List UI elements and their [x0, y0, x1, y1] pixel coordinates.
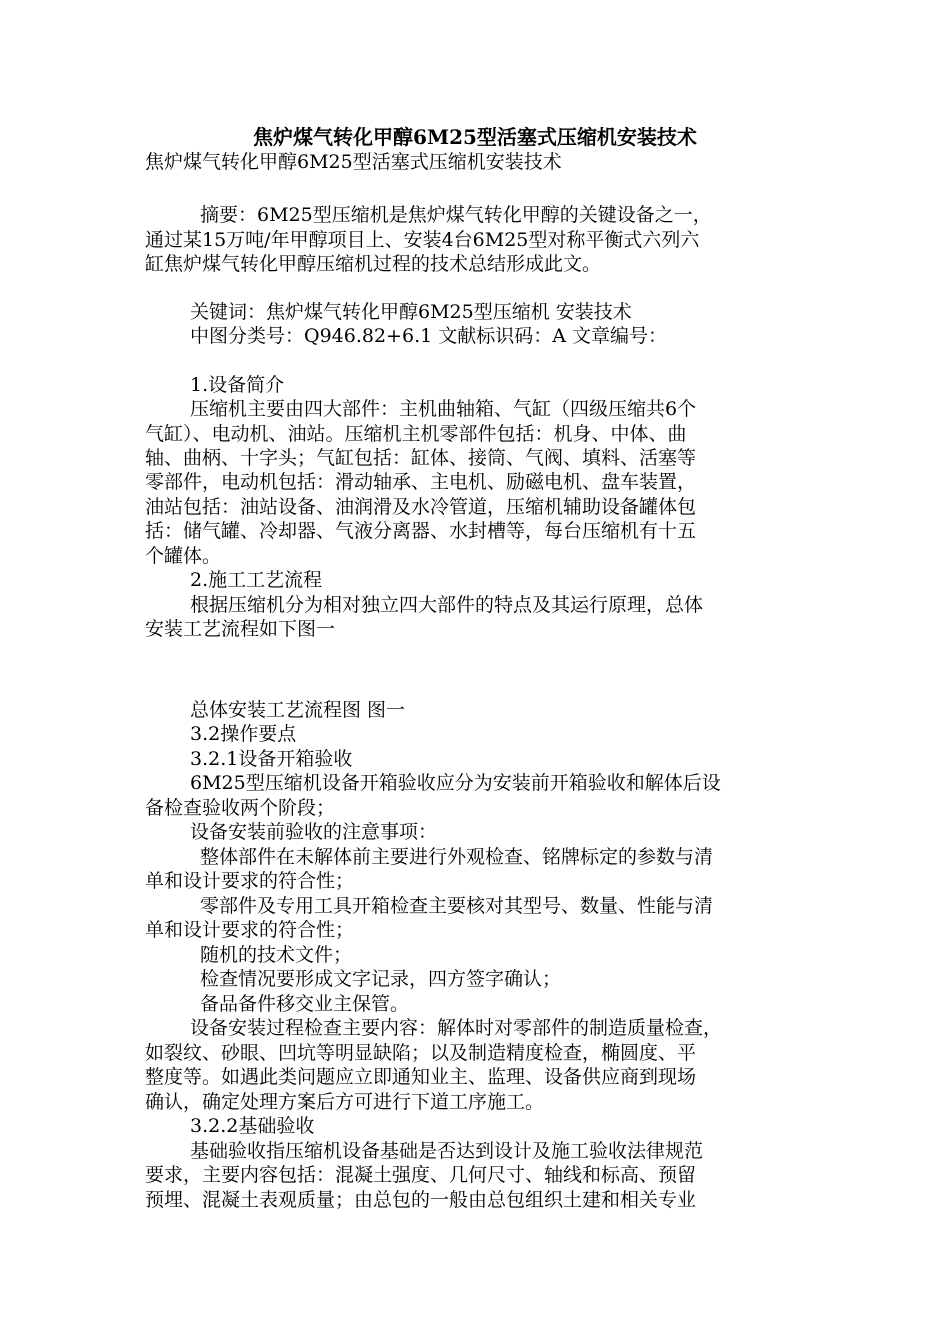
body-line: 轴、曲柄、十字头；气缸包括：缸体、接筒、气阀、填料、活塞等: [145, 447, 697, 469]
body-line: 要求，主要内容包括：混凝土强度、几何尺寸、轴线和标高、预留: [145, 1164, 697, 1186]
body-line: 随机的技术文件；: [200, 944, 353, 966]
abstract-line: 摘要：6M25型压缩机是焦炉煤气转化甲醇的关键设备之一，: [200, 204, 712, 226]
body-line: 预埋、混凝土表观质量；由总包的一般由总包组织土建和相关专业: [145, 1189, 697, 1211]
body-line: 气缸）、电动机、油站。压缩机主机零部件包括：机身、中体、曲: [145, 423, 687, 445]
body-line: 单和设计要求的符合性；: [145, 870, 355, 892]
body-line: 确认，确定处理方案后方可进行下道工序施工。: [145, 1091, 545, 1113]
classification-line: 中图分类号：Q946.82+6.1 文献标识码：A 文章编号：: [190, 325, 667, 347]
body-line: 基础验收指压缩机设备基础是否达到设计及施工验收法律规范: [190, 1140, 704, 1162]
subtitle-line: 焦炉煤气转化甲醇6M25型活塞式压缩机安装技术: [145, 151, 562, 173]
body-line: 整体部件在未解体前主要进行外观检查、铭牌标定的参数与清: [200, 846, 714, 868]
section-heading: 2.施工工艺流程: [190, 569, 323, 591]
body-line: 安装工艺流程如下图一: [145, 618, 336, 640]
document-title: 焦炉煤气转化甲醇6M25型活塞式压缩机安装技术: [253, 125, 697, 149]
body-line: 个罐体。: [145, 545, 222, 567]
subsection-heading: 3.2.2基础验收: [190, 1115, 315, 1137]
body-line: 单和设计要求的符合性；: [145, 919, 355, 941]
section-heading: 3.2操作要点: [190, 723, 297, 745]
abstract-line: 通过某15万吨/年甲醇项目上、安装4台6M25型对称平衡式六列六: [145, 229, 700, 251]
figure-caption: 总体安装工艺流程图 图一: [190, 699, 406, 721]
body-line: 根据压缩机分为相对独立四大部件的特点及其运行原理，总体: [190, 594, 704, 616]
body-line: 油站包括：油站设备、油润滑及水冷管道，压缩机辅助设备罐体包: [145, 496, 697, 518]
body-line: 备检查验收两个阶段；: [145, 797, 336, 819]
body-line: 6M25型压缩机设备开箱验收应分为安装前开箱验收和解体后设: [190, 772, 721, 794]
body-line: 设备安装过程检查主要内容：解体时对零部件的制造质量检查，: [190, 1017, 723, 1039]
body-line: 设备安装前验收的注意事项：: [190, 821, 438, 843]
abstract-line: 缸焦炉煤气转化甲醇压缩机过程的技术总结形成此文。: [145, 253, 602, 275]
body-line: 备品备件移交业主保管。: [200, 993, 410, 1015]
body-line: 零部件，电动机包括：滑动轴承、主电机、励磁电机、盘车装置，: [145, 471, 697, 493]
keywords-line: 关键词：焦炉煤气转化甲醇6M25型压缩机 安装技术: [190, 301, 632, 323]
body-line: 如裂纹、砂眼、凹坑等明显缺陷；以及制造精度检查，椭圆度、平: [145, 1042, 697, 1064]
body-line: 整度等。如遇此类问题应立即通知业主、监理、设备供应商到现场: [145, 1066, 697, 1088]
body-line: 括：储气罐、冷却器、气液分离器、水封槽等，每台压缩机有十五: [145, 520, 697, 542]
subsection-heading: 3.2.1设备开箱验收: [190, 748, 353, 770]
body-line: 检查情况要形成文字记录，四方签字确认；: [200, 968, 562, 990]
section-heading: 1.设备简介: [190, 374, 285, 396]
body-line: 零部件及专用工具开箱检查主要核对其型号、数量、性能与清: [200, 895, 714, 917]
body-line: 压缩机主要由四大部件：主机曲轴箱、气缸（四级压缩共6个: [190, 398, 697, 420]
